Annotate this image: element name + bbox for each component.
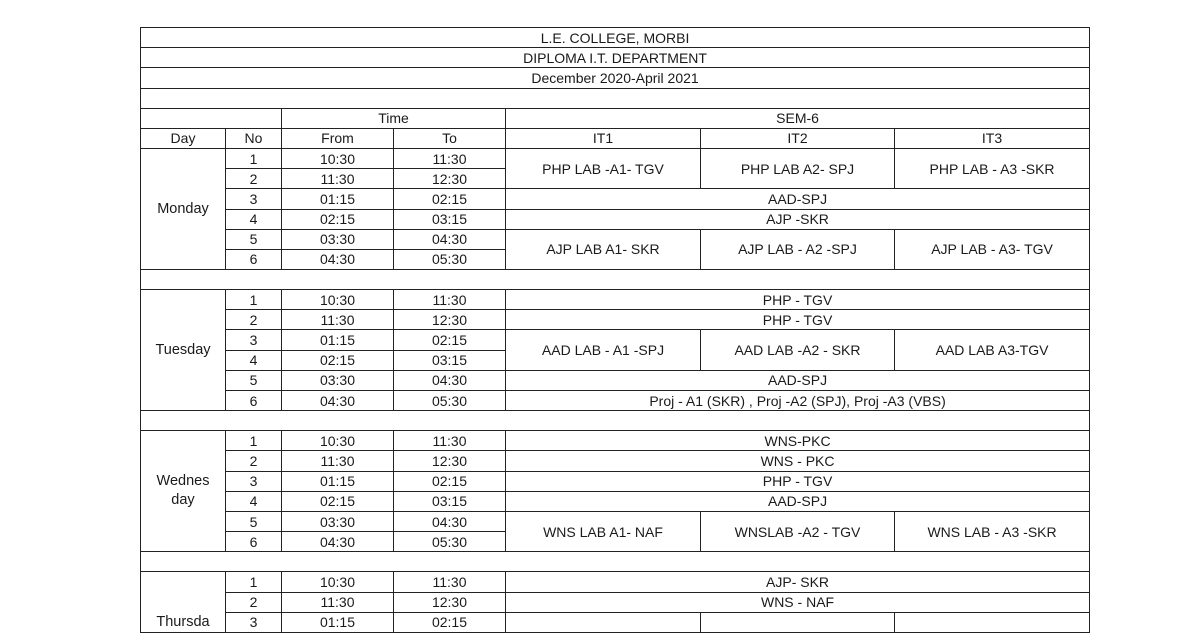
period-from: 11:30 (282, 310, 394, 330)
table-row (141, 612, 1090, 632)
spacer-row (141, 270, 1090, 290)
period-from: 02:15 (282, 350, 394, 370)
period-to: 11:30 (394, 572, 506, 592)
period-to: 12:30 (394, 169, 506, 189)
period-to: 05:30 (394, 532, 506, 552)
period-no: 5 (226, 229, 282, 249)
table-row (141, 471, 1090, 491)
period-from: 02:15 (282, 209, 394, 229)
table-row (141, 451, 1090, 471)
session-it2: AJP LAB - A2 -SPJ (701, 229, 895, 269)
no-header: No (226, 128, 282, 148)
to-header: To (394, 128, 506, 148)
period-no: 3 (226, 189, 282, 209)
session-it2 (701, 612, 895, 632)
period-to: 02:15 (394, 330, 506, 350)
table-row (141, 370, 1090, 390)
spacer-row (141, 552, 1090, 572)
period-no: 2 (226, 451, 282, 471)
session-all: WNS - NAF (506, 592, 1090, 612)
session-it2: PHP LAB A2- SPJ (701, 148, 895, 188)
day-name: Tuesday (155, 341, 211, 358)
period-to: 02:15 (394, 189, 506, 209)
table-row (141, 431, 1090, 451)
period-from: 01:15 (282, 471, 394, 491)
table-row (141, 491, 1090, 511)
period-no: 6 (226, 249, 282, 269)
day-name: Monday (157, 200, 209, 217)
session-it1 (506, 612, 701, 632)
period-from: 11:30 (282, 451, 394, 471)
period-from: 01:15 (282, 330, 394, 350)
day-cell-wednesday (141, 431, 226, 552)
college-title: L.E. COLLEGE, MORBI (141, 28, 1090, 48)
period-to: 05:30 (394, 249, 506, 269)
sem-header: SEM-6 (506, 108, 1090, 128)
header-blank (141, 108, 282, 128)
period-to: 03:15 (394, 209, 506, 229)
period-from: 02:15 (282, 491, 394, 511)
period-to: 05:30 (394, 391, 506, 411)
session-all: Proj - A1 (SKR) , Proj -A2 (SPJ), Proj -A3 (VBS) (506, 391, 1090, 411)
period-from: 10:30 (282, 431, 394, 451)
period-from: 11:30 (282, 169, 394, 189)
period-no: 6 (226, 532, 282, 552)
period-to: 03:15 (394, 491, 506, 511)
session-it1: AJP LAB A1- SKR (506, 229, 701, 269)
period-from: 03:30 (282, 370, 394, 390)
it3-header: IT3 (895, 128, 1090, 148)
period-from: 10:30 (282, 572, 394, 592)
session-it3: AJP LAB - A3- TGV (895, 229, 1090, 269)
table-row (141, 209, 1090, 229)
period-no: 6 (226, 391, 282, 411)
session-all: PHP - TGV (506, 471, 1090, 491)
day-cell-tuesday (141, 290, 226, 411)
time-header: Time (282, 108, 506, 128)
table-row (141, 330, 1090, 350)
session-all: AJP -SKR (506, 209, 1090, 229)
period-no: 4 (226, 491, 282, 511)
session-all: PHP - TGV (506, 290, 1090, 310)
it1-header: IT1 (506, 128, 701, 148)
period-from: 04:30 (282, 391, 394, 411)
period-to: 12:30 (394, 310, 506, 330)
session-it3: WNS LAB - A3 -SKR (895, 511, 1090, 551)
table-row (141, 592, 1090, 612)
table-row (141, 572, 1090, 592)
period-from: 04:30 (282, 532, 394, 552)
period-no: 3 (226, 612, 282, 632)
period-to: 04:30 (394, 229, 506, 249)
period-from: 11:30 (282, 592, 394, 612)
session-it1: AAD LAB - A1 -SPJ (506, 330, 701, 370)
period-to: 11:30 (394, 431, 506, 451)
period-from: 03:30 (282, 511, 394, 531)
day-name: Wednes (156, 473, 210, 490)
period-no: 1 (226, 431, 282, 451)
timetable (140, 27, 1090, 633)
session-it3 (895, 612, 1090, 632)
it2-header: IT2 (701, 128, 895, 148)
period-to: 12:30 (394, 451, 506, 471)
session-it1: PHP LAB -A1- TGV (506, 148, 701, 188)
session-it3: AAD LAB A3-TGV (895, 330, 1090, 370)
period-to: 04:30 (394, 370, 506, 390)
day-cell-thursday (141, 572, 226, 633)
period-no: 3 (226, 330, 282, 350)
period-to: 04:30 (394, 511, 506, 531)
table-row (141, 310, 1090, 330)
session-it1: WNS LAB A1- NAF (506, 511, 701, 551)
period-no: 2 (226, 592, 282, 612)
period-no: 4 (226, 209, 282, 229)
period-no: 5 (226, 511, 282, 531)
spacer-row (141, 88, 1090, 108)
from-header: From (282, 128, 394, 148)
period-no: 1 (226, 290, 282, 310)
table-row (141, 511, 1090, 531)
session-all: AAD-SPJ (506, 491, 1090, 511)
period-from: 03:30 (282, 229, 394, 249)
period-to: 02:15 (394, 612, 506, 632)
period-no: 1 (226, 572, 282, 592)
period-no: 2 (226, 310, 282, 330)
table-row (141, 148, 1090, 168)
session-all: WNS-PKC (506, 431, 1090, 451)
day-cell-monday (141, 148, 226, 269)
table-row (141, 189, 1090, 209)
term-title: December 2020-April 2021 (141, 68, 1090, 88)
period-to: 02:15 (394, 471, 506, 491)
department-title: DIPLOMA I.T. DEPARTMENT (141, 48, 1090, 68)
period-to: 03:15 (394, 350, 506, 370)
period-from: 10:30 (282, 148, 394, 168)
period-no: 5 (226, 370, 282, 390)
spacer-row (141, 411, 1090, 431)
period-from: 10:30 (282, 290, 394, 310)
session-it3: PHP LAB - A3 -SKR (895, 148, 1090, 188)
table-row (141, 290, 1090, 310)
period-to: 11:30 (394, 290, 506, 310)
period-from: 01:15 (282, 612, 394, 632)
session-all: AJP- SKR (506, 572, 1090, 592)
session-all: PHP - TGV (506, 310, 1090, 330)
day-name: Thursda (156, 613, 210, 630)
period-from: 01:15 (282, 189, 394, 209)
day-header: Day (141, 128, 226, 148)
period-no: 1 (226, 148, 282, 168)
session-it2: AAD LAB -A2 - SKR (701, 330, 895, 370)
session-all: AAD-SPJ (506, 370, 1090, 390)
period-no: 3 (226, 471, 282, 491)
period-no: 4 (226, 350, 282, 370)
session-it2: WNSLAB -A2 - TGV (701, 511, 895, 551)
table-row (141, 229, 1090, 249)
period-from: 04:30 (282, 249, 394, 269)
day-name-cont: day (171, 492, 195, 509)
period-to: 11:30 (394, 148, 506, 168)
period-no: 2 (226, 169, 282, 189)
session-all: WNS - PKC (506, 451, 1090, 471)
session-all: AAD-SPJ (506, 189, 1090, 209)
table-row (141, 391, 1090, 411)
period-to: 12:30 (394, 592, 506, 612)
